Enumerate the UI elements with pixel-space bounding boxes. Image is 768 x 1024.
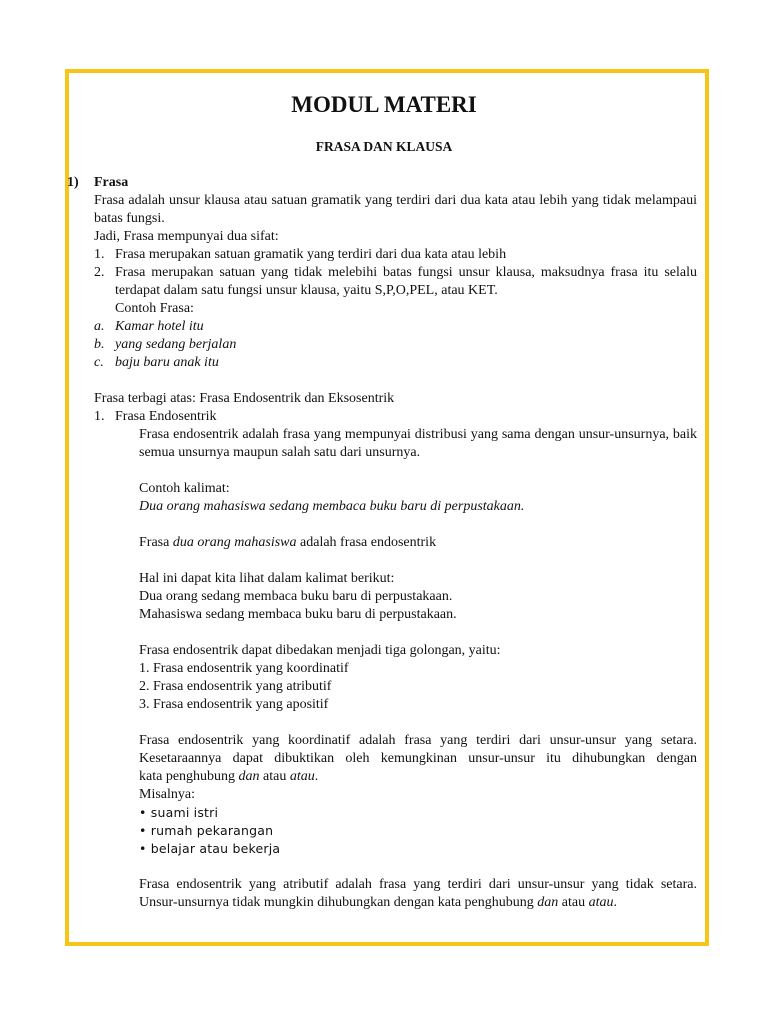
atributif-last-line: Unsur-unsurnya tidak mungkin dihubungkan dengan kata penghubung dan atau atau.	[139, 895, 617, 910]
misalnya-item: • belajar atau bekerja	[139, 841, 281, 856]
sifat-text: Frasa merupakan satuan yang tidak melebihi batas fungsi unsur klausa, maksudnya frasa itu selalu terdapat dalam satu fungsi unsur klausa, yaitu S,P,O,PEL, atau KET.	[115, 265, 697, 298]
definition-paragraph: Frasa adalah unsur klausa atau satuan gramatik yang terdiri dari dua kata atau lebih yang tidak melampaui batas fungsi.	[94, 193, 697, 226]
sifat-item	[94, 264, 697, 300]
golongan-item: 3. Frasa endosentrik yang apositif	[139, 697, 329, 712]
atributif-definition: Frasa endosentrik yang atributif adalah frasa yang terdiri dari unsur-unsur yang tidak setara.	[139, 877, 697, 892]
document-body	[67, 174, 697, 912]
kalimat-contoh-2: Mahasiswa sedang membaca buku baru di perpustakaan.	[139, 607, 457, 622]
contoh-frasa-label: Contoh Frasa:	[115, 301, 194, 316]
golongan-item: 2. Frasa endosentrik yang atributif	[139, 679, 332, 694]
golongan-item: 1. Frasa endosentrik yang koordinatif	[139, 661, 349, 676]
page-subtitle: FRASA DAN KLAUSA	[315, 139, 453, 154]
misalnya-item: • rumah pekarangan	[139, 823, 274, 838]
contoh-kalimat: Dua orang mahasiswa sedang membaca buku baru di perpustakaan.	[139, 499, 525, 514]
sifat-intro: Jadi, Frasa mempunyai dua sifat:	[94, 229, 279, 244]
contoh-item	[94, 354, 697, 372]
kalimat-contoh-1: Dua orang sedang membaca buku baru di perpustakaan.	[139, 589, 453, 604]
endosentrik-heading	[94, 408, 697, 426]
koordinatif-definition: Frasa endosentrik yang koordinatif adalah frasa yang terdiri dari unsur-unsur yang setara. Kesetaraannya dapat dibuktikan oleh kemungkinan unsur-unsur itu dihubungkan dengan	[139, 733, 697, 766]
hal-ini-paragraph: Hal ini dapat kita lihat dalam kalimat berikut:	[139, 571, 395, 586]
endosentrik-block	[94, 426, 697, 912]
contoh-item	[94, 336, 697, 354]
list-marker: b.	[94, 337, 105, 352]
contoh-item	[94, 318, 697, 336]
contoh-text: Kamar hotel itu	[115, 319, 204, 334]
sifat-text: Frasa merupakan satuan gramatik yang terdiri dari dua kata atau lebih	[115, 247, 507, 262]
list-marker: 2.	[94, 265, 105, 280]
list-marker: c.	[94, 355, 104, 370]
misalnya-item: • suami istri	[139, 805, 219, 820]
frasa-endosentrik-note: Frasa dua orang mahasiswa adalah frasa endosentrik	[139, 535, 437, 550]
section-title: Frasa	[94, 175, 129, 190]
list-marker: a.	[94, 319, 105, 334]
terbagi-paragraph: Frasa terbagi atas: Frasa Endosentrik dan Eksosentrik	[94, 391, 395, 406]
contoh-text: baju baru anak itu	[115, 355, 219, 370]
list-marker: 1.	[94, 409, 105, 424]
endosentrik-title: Frasa Endosentrik	[115, 409, 217, 424]
sifat-item	[94, 246, 697, 264]
list-marker: 1.	[94, 247, 105, 262]
endosentrik-definition: Frasa endosentrik adalah frasa yang mempunyai distribusi yang sama dengan unsur-unsurnya, baik semua unsurnya maupun salah satu dari unsurnya.	[139, 427, 697, 460]
section-heading	[67, 174, 697, 192]
misalnya-label: Misalnya:	[139, 787, 195, 802]
contoh-text: yang sedang berjalan	[115, 337, 237, 352]
contoh-kalimat-label: Contoh kalimat:	[139, 481, 230, 496]
golongan-intro: Frasa endosentrik dapat dibedakan menjadi tiga golongan, yaitu:	[139, 643, 501, 658]
koordinatif-last-line: kata penghubung dan atau atau.	[139, 769, 319, 784]
page-title: MODUL MATERI	[291, 92, 477, 117]
section-number: 1)	[67, 175, 79, 190]
